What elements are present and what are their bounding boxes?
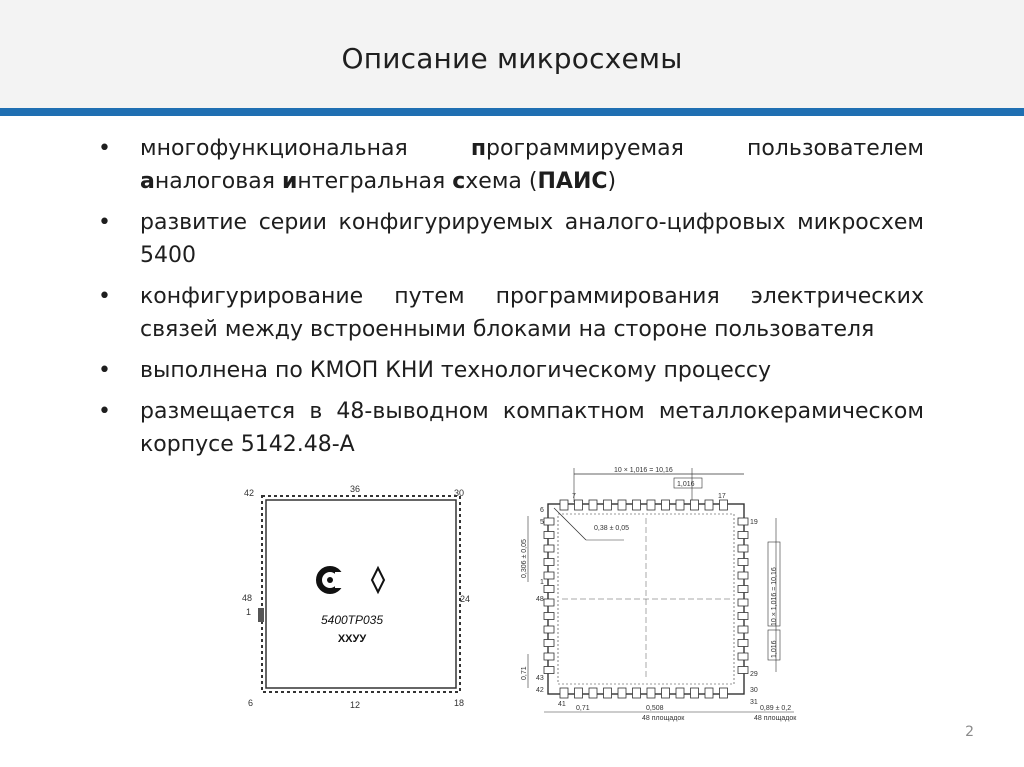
bullet-item bbox=[96, 395, 924, 461]
pin-label-6b: 6 bbox=[540, 507, 544, 514]
chip-top-view bbox=[238, 482, 478, 712]
bullet-item bbox=[96, 280, 924, 346]
chip-outline bbox=[258, 496, 460, 692]
pad-note-left: 48 площадок bbox=[642, 715, 685, 722]
pin-label-7: 7 bbox=[572, 493, 576, 500]
leader-label: 0,38 ± 0,05 bbox=[594, 525, 629, 532]
dim-right-short: 1,016 bbox=[771, 640, 778, 658]
bullet-text: выполнена по КМОП КНИ технологическому процессу bbox=[140, 358, 772, 383]
package-pad bbox=[560, 500, 568, 510]
package-pad bbox=[738, 626, 748, 633]
pin-label-12: 12 bbox=[350, 700, 361, 710]
pin-label-30b: 30 bbox=[750, 687, 758, 694]
bullet-item bbox=[96, 206, 924, 272]
pin-label-42: 42 bbox=[244, 488, 255, 498]
pin-label-31: 31 bbox=[750, 699, 758, 706]
bullet-text-bold: ПАИС bbox=[537, 169, 608, 194]
package-pad bbox=[720, 500, 728, 510]
pin-label-6: 6 bbox=[248, 698, 254, 708]
package-pad bbox=[738, 667, 748, 674]
package-pad bbox=[575, 688, 583, 698]
bullet-text: ) bbox=[607, 169, 617, 194]
package-pad bbox=[738, 613, 748, 620]
package-pad bbox=[544, 667, 554, 674]
package-pad bbox=[647, 500, 655, 510]
package-pad bbox=[544, 559, 554, 566]
pin-label-18: 18 bbox=[454, 698, 465, 708]
package-pad bbox=[738, 653, 748, 660]
dim-bottom-071: 0,71 bbox=[576, 705, 590, 712]
package-pad bbox=[544, 518, 554, 525]
package-pad bbox=[544, 532, 554, 539]
package-pad bbox=[633, 500, 641, 510]
package-pad bbox=[544, 640, 554, 647]
bullet-text: налоговая bbox=[154, 169, 282, 194]
package-drawing bbox=[514, 458, 814, 728]
package-pad bbox=[720, 688, 728, 698]
pin-label-41: 41 bbox=[558, 701, 566, 708]
bullet-text: нтегральная bbox=[297, 169, 453, 194]
pin-label-1b: 1 bbox=[540, 579, 544, 586]
package-pad bbox=[676, 688, 684, 698]
page-number: 2 bbox=[965, 724, 974, 740]
bullet-item bbox=[96, 132, 924, 198]
dim-bottom-0508: 0,508 bbox=[646, 705, 664, 712]
bullet-item bbox=[96, 354, 924, 387]
pin-label-48: 48 bbox=[242, 593, 253, 603]
bullet-text-bold: с bbox=[452, 169, 466, 194]
package-pad bbox=[705, 688, 713, 698]
package-pad bbox=[618, 500, 626, 510]
package-pad bbox=[560, 688, 568, 698]
package-pad bbox=[618, 688, 626, 698]
package-pad bbox=[738, 559, 748, 566]
dim-left-bottom: 0,71 bbox=[521, 666, 528, 680]
package-pad bbox=[604, 500, 612, 510]
package-pad bbox=[633, 688, 641, 698]
package-pad bbox=[662, 500, 670, 510]
part-number: 5400ТР035 bbox=[320, 613, 384, 627]
pin-label-24: 24 bbox=[460, 594, 471, 604]
package-pad bbox=[589, 688, 597, 698]
bullet-text-bold: п bbox=[470, 136, 487, 161]
package-pad bbox=[738, 545, 748, 552]
pin-label-5: 5 bbox=[540, 519, 544, 526]
package-pad bbox=[589, 500, 597, 510]
package-pad bbox=[647, 688, 655, 698]
package-pad bbox=[738, 599, 748, 606]
package-pad bbox=[544, 653, 554, 660]
package-pad bbox=[544, 572, 554, 579]
package-pad bbox=[691, 688, 699, 698]
package-pad bbox=[738, 572, 748, 579]
package-pad bbox=[544, 613, 554, 620]
pin-one-notch bbox=[258, 608, 264, 622]
package-pad bbox=[738, 640, 748, 647]
bullet-text: хема ( bbox=[465, 169, 538, 194]
slide-title: Описание микросхемы bbox=[341, 42, 683, 75]
dim-right-long: 10 × 1,016 = 10,16 bbox=[771, 567, 778, 626]
accent-rule bbox=[0, 108, 1024, 116]
bullet-text: размещается в 48-выводном компактном металлокерамическом корпусе 5142.48-А bbox=[140, 399, 924, 457]
package-pad bbox=[604, 688, 612, 698]
pin-label-42b: 42 bbox=[536, 687, 544, 694]
bullet-text-bold: а bbox=[140, 169, 155, 194]
dim-left-top: 0,306 ± 0,05 bbox=[521, 539, 528, 578]
pin-label-48b: 48 bbox=[536, 596, 544, 603]
bullet-text: многофункциональная bbox=[140, 136, 471, 161]
bullet-text: конфигурирование путем программирования электрических связей между встроенными блоками на стороне пользователя bbox=[140, 284, 924, 342]
package-pad bbox=[662, 688, 670, 698]
dim-top: 10 × 1,016 = 10,16 bbox=[614, 467, 673, 474]
pin-label-17: 17 bbox=[718, 493, 726, 500]
bullet-text-bold: и bbox=[281, 169, 298, 194]
package-pad bbox=[738, 586, 748, 593]
pin-label-1: 1 bbox=[246, 607, 252, 617]
package-pad bbox=[691, 500, 699, 510]
package-pad bbox=[738, 518, 748, 525]
package-pad bbox=[738, 532, 748, 539]
dim-top-sub: 1,016 bbox=[677, 481, 695, 488]
pin-label-29: 29 bbox=[750, 671, 758, 678]
package-pad bbox=[575, 500, 583, 510]
pin-label-43: 43 bbox=[536, 675, 544, 682]
bullet-text: рограммируемая пользователем bbox=[486, 136, 924, 161]
logo-text: С bbox=[238, 482, 239, 483]
dim-bottom-089: 0,89 ± 0,2 bbox=[760, 705, 792, 712]
package-pad bbox=[705, 500, 713, 510]
package-pad bbox=[544, 545, 554, 552]
pin-label-19: 19 bbox=[750, 519, 758, 526]
package-pad bbox=[544, 586, 554, 593]
package-pad bbox=[544, 599, 554, 606]
pad-note-right: 48 площадок bbox=[754, 715, 797, 722]
bullet-text: развитие серии конфигурируемых аналого-цифровых микросхем 5400 bbox=[140, 210, 924, 268]
date-code: ХХУУ bbox=[337, 633, 367, 645]
pin-label-36: 36 bbox=[350, 484, 361, 494]
package-pad bbox=[676, 500, 684, 510]
bullet-list bbox=[96, 132, 924, 469]
package-pad bbox=[544, 626, 554, 633]
pin-label-30: 30 bbox=[454, 488, 465, 498]
